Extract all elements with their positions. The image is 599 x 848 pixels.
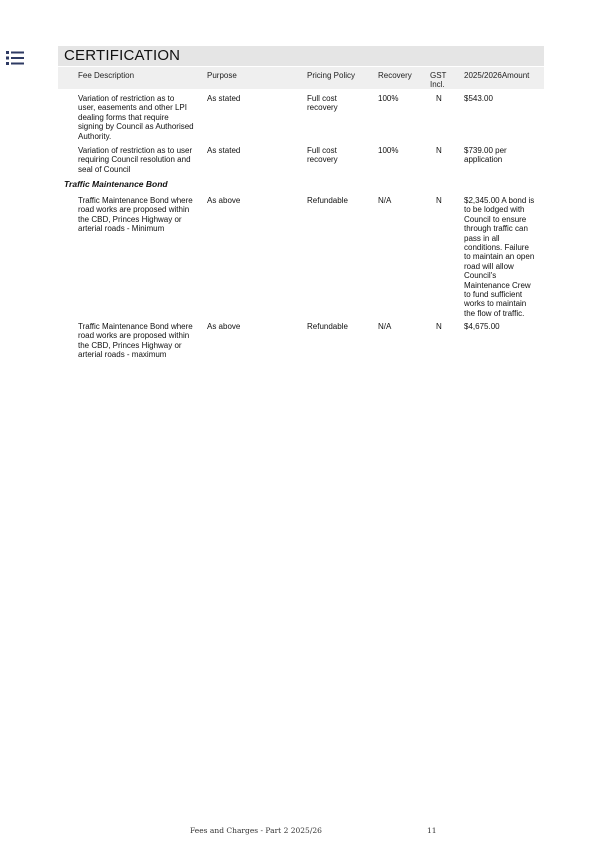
row2-desc-line: Variation of restriction as to user xyxy=(78,146,193,155)
row2-description xyxy=(78,146,200,174)
row4-desc-line: the CBD, Princes Highway or xyxy=(78,340,182,350)
row3-recovery: N/A xyxy=(378,196,392,205)
row2-amount-line: $739.00 per xyxy=(464,146,507,155)
row4-pricing-policy: Refundable xyxy=(307,322,348,331)
row2-pricing-line: recovery xyxy=(307,155,338,165)
row3-amount-line: $2,345.00 A bond is xyxy=(464,196,535,205)
row2-amount xyxy=(464,146,544,165)
row1-pricing-policy xyxy=(307,94,371,113)
row3-amount-line: through traffic can xyxy=(464,224,528,234)
row3-amount-line: pass in all xyxy=(464,233,500,243)
col-header-gst xyxy=(430,71,454,90)
row2-desc-line: seal of Council xyxy=(78,164,131,174)
row1-desc-line: signing by Council as Authorised xyxy=(78,122,194,132)
row3-amount xyxy=(464,196,544,318)
row2-pricing-policy xyxy=(307,146,371,165)
row1-desc-line: Authority. xyxy=(78,131,112,141)
col-header-gst-line1: GST xyxy=(430,71,447,80)
row1-desc-line: dealing forms that require xyxy=(78,112,169,122)
row3-description xyxy=(78,196,200,234)
footer-page-number: 11 xyxy=(427,826,437,835)
row3-amount-line: conditions. Failure xyxy=(464,243,529,253)
row2-pricing-line: Full cost xyxy=(307,146,337,155)
section-header xyxy=(58,46,544,66)
row3-purpose: As above xyxy=(207,196,241,205)
row3-amount-line: Maintenance Crew xyxy=(464,280,531,290)
row1-purpose: As stated xyxy=(207,94,241,103)
row3-amount-line: works to maintain xyxy=(464,299,527,309)
row2-desc-line: requiring Council resolution and xyxy=(78,155,191,165)
footer-title: Fees and Charges - Part 2 2025/26 xyxy=(190,826,322,835)
row3-amount-line: to be lodged with xyxy=(464,205,525,215)
row3-amount-line: road will allow xyxy=(464,261,514,271)
row1-pricing-line: recovery xyxy=(307,103,338,113)
row4-desc-line: arterial roads - maximum xyxy=(78,350,167,360)
row1-desc-line: user, easements and other LPI xyxy=(78,103,187,113)
row1-gst: N xyxy=(436,94,442,103)
row4-recovery: N/A xyxy=(378,322,392,331)
row4-amount: $4,675.00 xyxy=(464,322,500,331)
row2-amount-line: application xyxy=(464,155,503,165)
col-header-fee-description: Fee Description xyxy=(78,71,135,80)
row4-description xyxy=(78,322,200,360)
row3-amount-line: Council's xyxy=(464,271,497,281)
row2-gst: N xyxy=(436,146,442,155)
row3-amount-line: to maintain an open xyxy=(464,252,535,262)
row3-desc-line: the CBD, Princes Highway or xyxy=(78,214,182,224)
section-title: CERTIFICATION xyxy=(64,47,181,64)
row1-recovery: 100% xyxy=(378,94,399,103)
list-icon[interactable] xyxy=(6,50,24,66)
row1-pricing-line: Full cost xyxy=(307,94,337,103)
col-header-gst-line2: Incl. xyxy=(430,80,445,90)
col-header-amount: 2025/2026Amount xyxy=(464,71,530,80)
col-header-purpose: Purpose xyxy=(207,71,237,80)
row3-desc-line: Traffic Maintenance Bond where xyxy=(78,196,193,205)
row4-gst: N xyxy=(436,322,442,331)
col-header-recovery: Recovery xyxy=(378,71,412,80)
row3-desc-line: road works are proposed within xyxy=(78,205,190,215)
row4-purpose: As above xyxy=(207,322,241,331)
subsection-title: Traffic Maintenance Bond xyxy=(64,179,168,189)
row4-desc-line: Traffic Maintenance Bond where xyxy=(78,322,193,331)
row1-description xyxy=(78,94,200,141)
row3-pricing-policy: Refundable xyxy=(307,196,348,205)
row3-amount-line: to fund sufficient xyxy=(464,290,523,300)
row2-purpose: As stated xyxy=(207,146,241,155)
list-icon-svg xyxy=(6,50,24,66)
row4-desc-line: road works are proposed within xyxy=(78,331,190,341)
row1-amount: $543.00 xyxy=(464,94,493,103)
col-header-pricing-policy: Pricing Policy xyxy=(307,71,356,80)
row3-amount-line: Council to ensure xyxy=(464,214,527,224)
row3-amount-line: the flow of traffic. xyxy=(464,308,525,318)
row3-gst: N xyxy=(436,196,442,205)
row2-recovery: 100% xyxy=(378,146,399,155)
row3-desc-line: arterial roads - Minimum xyxy=(78,224,165,234)
row1-desc-line: Variation of restriction as to xyxy=(78,94,175,103)
